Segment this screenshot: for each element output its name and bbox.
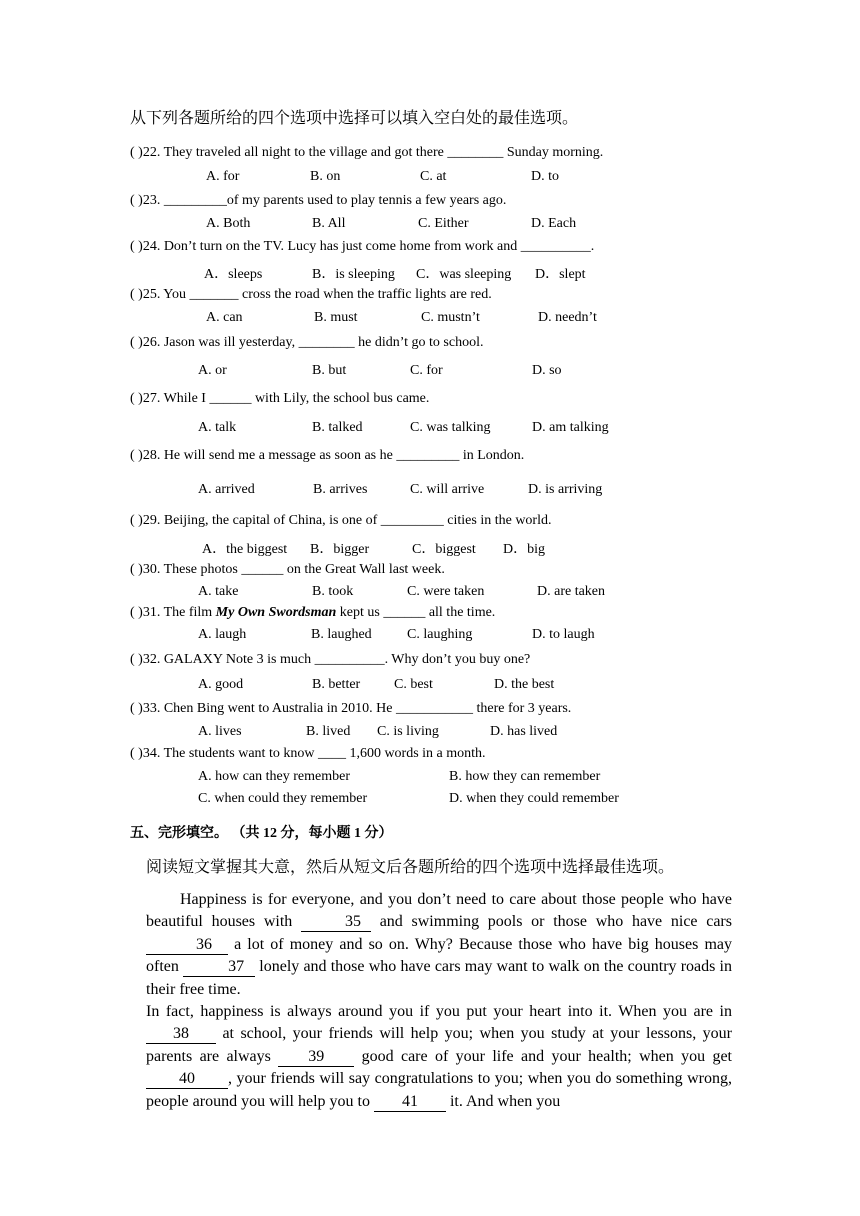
question-24: ( )24. Don’t turn on the TV. Lucy has just come home from work and __________. bbox=[130, 239, 595, 254]
option-25-a: A. can bbox=[206, 310, 243, 325]
option-23-b: B. All bbox=[312, 216, 346, 231]
question-34: ( )34. The students want to know ____ 1,600 words in a month. bbox=[130, 746, 486, 761]
section-5-title: 五、完形填空。 （共 12 分，每小题 1 分） bbox=[130, 826, 393, 841]
question-31-text-before: ( )31. The film bbox=[130, 605, 216, 620]
option-25-b: B. must bbox=[314, 310, 358, 325]
option-22-a: A. for bbox=[206, 169, 240, 184]
option-29-b: B．bigger bbox=[310, 542, 370, 557]
passage-paragraph-1: Happiness is for everyone, and you don’t need to care about those people who have beautiful houses with 35 and swimming pools or those who have nice cars 36 a lot of money and so on. Why? Because those who have big houses may often 37 lonely and those who have cars may want to walk on the country roads in their free time. bbox=[146, 891, 733, 998]
option-33-a: A. lives bbox=[198, 724, 242, 739]
option-23-d: D. Each bbox=[531, 216, 577, 231]
option-28-c: C. will arrive bbox=[410, 482, 485, 497]
section-5-instruction: 阅读短文掌握其大意，然后从短文后各题所给的四个选项中选择最佳选项。 bbox=[146, 859, 675, 876]
option-31-d: D. to laugh bbox=[532, 627, 595, 642]
option-30-b: B. took bbox=[312, 584, 354, 599]
option-31-c: C. laughing bbox=[407, 627, 473, 642]
question-31-text-after: kept us ______ all the time. bbox=[336, 605, 496, 620]
option-22-c: C. at bbox=[420, 169, 447, 184]
option-26-c: C. for bbox=[410, 363, 443, 378]
blank-38: 38 bbox=[146, 1025, 216, 1044]
blank-39: 39 bbox=[278, 1048, 354, 1067]
option-28-b: B. arrives bbox=[313, 482, 368, 497]
option-28-a: A. arrived bbox=[198, 482, 255, 497]
option-34-a: A. how can they remember bbox=[198, 769, 350, 784]
blank-36: 36 bbox=[146, 936, 228, 955]
cloze-passage bbox=[146, 889, 732, 1113]
option-33-d: D. has lived bbox=[490, 724, 558, 739]
blank-40: 40 bbox=[146, 1070, 228, 1089]
option-25-c: C. mustn’t bbox=[421, 310, 480, 325]
question-33: ( )33. Chen Bing went to Australia in 2010. He ___________ there for 3 years. bbox=[130, 701, 572, 716]
option-31-a: A. laugh bbox=[198, 627, 247, 642]
option-24-b: B．is sleeping bbox=[312, 267, 395, 282]
option-32-c: C. best bbox=[394, 677, 433, 692]
question-31 bbox=[130, 605, 495, 621]
option-24-a: A．sleeps bbox=[204, 267, 263, 282]
question-29: ( )29. Beijing, the capital of China, is one of _________ cities in the world. bbox=[130, 513, 552, 528]
option-22-b: B. on bbox=[310, 169, 341, 184]
question-27: ( )27. While I ______ with Lily, the school bus came. bbox=[130, 391, 430, 406]
option-25-d: D. needn’t bbox=[538, 310, 597, 325]
option-32-a: A. good bbox=[198, 677, 244, 692]
option-27-b: B. talked bbox=[312, 420, 363, 435]
option-26-b: B. but bbox=[312, 363, 347, 378]
option-23-c: C. Either bbox=[418, 216, 469, 231]
option-33-b: B. lived bbox=[306, 724, 351, 739]
question-23: ( )23. _________of my parents used to play tennis a few years ago. bbox=[130, 193, 507, 208]
blank-37: 37 bbox=[183, 958, 255, 977]
option-27-d: D. am talking bbox=[532, 420, 609, 435]
question-32: ( )32. GALAXY Note 3 is much __________. Why don’t you buy one? bbox=[130, 652, 531, 667]
option-32-d: D. the best bbox=[494, 677, 555, 692]
option-29-a: A．the biggest bbox=[202, 542, 288, 557]
passage-paragraph-2: In fact, happiness is always around you if you put your heart into it. When you are in 38 at school, your friends will help you; when you study at your lessons, your parents are always 39 good care of your life and your health; when you get 40 , your friends will say congratulations to you; when you do something wrong, people around you will help you to 41 it. And when you bbox=[146, 1003, 732, 1110]
option-34-d: D. when they could remember bbox=[449, 791, 619, 806]
option-34-b: B. how they can remember bbox=[449, 769, 601, 784]
option-22-d: D. to bbox=[531, 169, 559, 184]
option-24-d: D．slept bbox=[535, 267, 586, 282]
option-27-a: A. talk bbox=[198, 420, 237, 435]
option-33-c: C. is living bbox=[377, 724, 439, 739]
option-30-a: A. take bbox=[198, 584, 239, 599]
option-32-b: B. better bbox=[312, 677, 361, 692]
option-23-a: A. Both bbox=[206, 216, 251, 231]
question-30: ( )30. These photos ______ on the Great Wall last week. bbox=[130, 562, 445, 577]
option-29-d: D．big bbox=[503, 542, 545, 557]
option-24-c: C．was sleeping bbox=[416, 267, 512, 282]
option-34-c: C. when could they remember bbox=[198, 791, 368, 806]
film-title: My Own Swordsman bbox=[215, 605, 337, 620]
instruction: 从下列各题所给的四个选项中选择可以填入空白处的最佳选项。 bbox=[130, 110, 579, 127]
option-30-d: D. are taken bbox=[537, 584, 606, 599]
question-25: ( )25. You _______ cross the road when the traffic lights are red. bbox=[130, 287, 492, 302]
option-27-c: C. was talking bbox=[410, 420, 491, 435]
option-29-c: C．biggest bbox=[412, 542, 476, 557]
question-26: ( )26. Jason was ill yesterday, ________ he didn’t go to school. bbox=[130, 335, 484, 350]
question-28: ( )28. He will send me a message as soon as he _________ in London. bbox=[130, 448, 525, 463]
option-30-c: C. were taken bbox=[407, 584, 485, 599]
blank-35: 35 bbox=[301, 913, 371, 932]
option-26-d: D. so bbox=[532, 363, 562, 378]
blank-41: 41 bbox=[374, 1093, 446, 1112]
option-28-d: D. is arriving bbox=[528, 482, 603, 497]
option-31-b: B. laughed bbox=[311, 627, 372, 642]
option-26-a: A. or bbox=[198, 363, 227, 378]
question-22: ( )22. They traveled all night to the village and got there ________ Sunday morning. bbox=[130, 145, 604, 160]
